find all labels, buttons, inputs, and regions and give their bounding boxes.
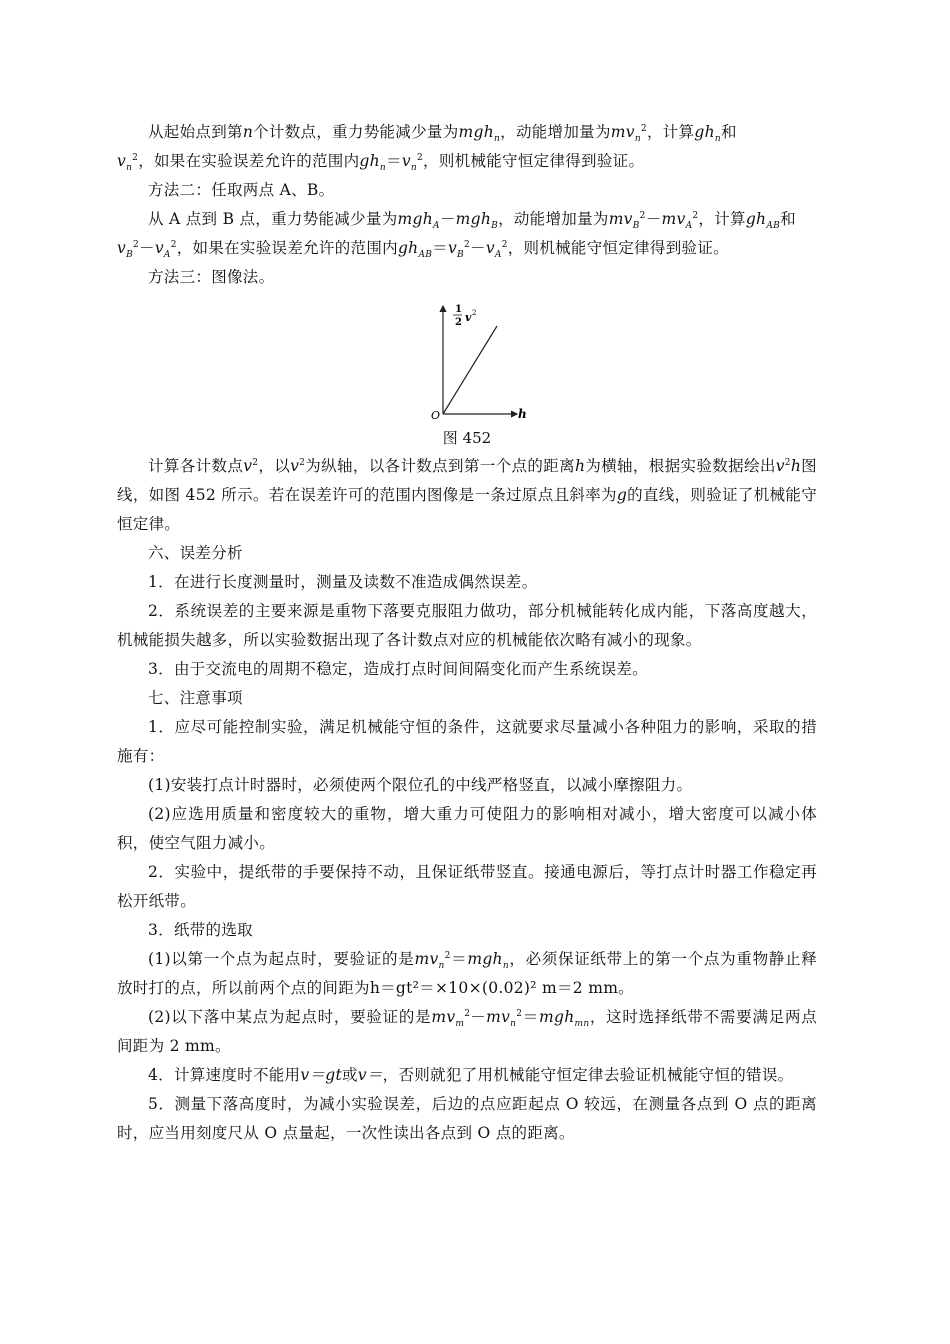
y-label-fraction-2: 2 — [455, 317, 462, 328]
method3-heading: 方法三：图像法。 — [148, 268, 275, 286]
s7-item-4: 4．计算速度时不能用v＝gt或v＝，否则就犯了用机械能守恒定律去验证机械能守恒的错误。 — [148, 1066, 794, 1084]
origin-label: O — [431, 409, 441, 420]
y-label: v — [465, 311, 472, 324]
s6-item-2: 2．系统误差的主要来源是重物下落要克服阻力做功，部分机械能转化成内能，下落高度越大，机械能损失越多，所以实验数据出现了各计数点对应的机械能依次略有减小的现象。 — [117, 602, 817, 649]
method2-heading: 方法二：任取两点 A、B。 — [148, 181, 335, 199]
svg-text:2: 2 — [472, 309, 477, 317]
data-line — [443, 326, 497, 414]
paragraph-method1: 从起始点到第n个计数点，重力势能减少量为mgh$_n$，动能增加量为$mv_n^2$，计算$gh_n$和 $v_n^2$，如果在实验误差允许的范围内$gh_n=v_n^2$，则机械能守恒定律得到验证。 — [117, 123, 737, 174]
s6-item-3: 3．由于交流电的周期不稳定，造成打点时间间隔变化而产生系统误差。 — [148, 660, 648, 678]
s7-item-1-1: (1)安装打点计时器时，必须使两个限位孔的中线严格竖直，以减小摩擦阻力。 — [148, 776, 693, 794]
section-6-heading: 六、误差分析 — [148, 544, 243, 562]
y-label-fraction-1: 1 — [455, 304, 462, 315]
s7-item-3-2: (2)以下落中某点为起点时，要验证的是$mv_m^2-mv_n^2=mgh_{mn}$，这时选择纸带不需要满足两点间距为 2 mm。 — [117, 1008, 817, 1055]
paragraph-method2: 从 A 点到 B 点，重力势能减少量为mgh$_A$－mgh$_B$，动能增加量为$mv_B^2-mv_A^2$，计算$gh_{AB}$和 $v_B^2-v_A^2$，如果在实验误差允许的范围内$gh_{AB}=v_B^2-v_A^2$，则机械能守恒定律得到验证。 — [117, 210, 796, 261]
x-label: h — [518, 407, 527, 420]
s7-item-3: 3．纸带的选取 — [148, 921, 253, 939]
s6-item-1: 1．在进行长度测量时，测量及读数不准造成偶然误差。 — [148, 573, 538, 591]
figure-caption: 图 452 — [442, 429, 492, 447]
section-7-heading: 七、注意事项 — [148, 689, 243, 707]
s7-item-2: 2．实验中，提纸带的手要保持不动，且保证纸带竖直。接通电源后，等打点计时器工作稳定再松开纸带。 — [117, 863, 817, 910]
s7-item-5: 5．测量下落高度时，为减小实验误差，后边的点应距起点 O 较远，在测量各点到 O 点的距离时，应当用刻度尺从 O 点量起，一次性读出各点到 O 点的距离。 — [117, 1095, 817, 1142]
v2-h-graph — [417, 302, 527, 420]
document-body — [117, 118, 817, 1148]
s7-item-1: 1．应尽可能控制实验，满足机械能守恒的条件，这就要求尽量减小各种阻力的影响，采取的措施有： — [117, 718, 817, 765]
paragraph-graph: 计算各计数点$v^2$，以$v^2$为纵轴，以各计数点到第一个点的距离h为横轴，根据实验数据绘出$v^2h$图线，如图 452 所示。若在误差许可的范围内图像是一条过原点且斜率为g的直线，则验证了机械能守恒定律。 — [117, 457, 817, 533]
s7-item-1-2: (2)应选用质量和密度较大的重物，增大重力可使阻力的影响相对减小，增大密度可以减小体积，使空气阻力减小。 — [117, 805, 817, 852]
graph-figure — [117, 302, 817, 452]
s7-item-3-1: (1)以第一个点为起点时，要验证的是$mv_n^2=mgh_n$，必须保证纸带上的第一个点为重物静止释放时打的点，所以前两个点的间距为h＝gt²＝×10×(0.02)² m＝2 mm。 — [117, 950, 818, 997]
